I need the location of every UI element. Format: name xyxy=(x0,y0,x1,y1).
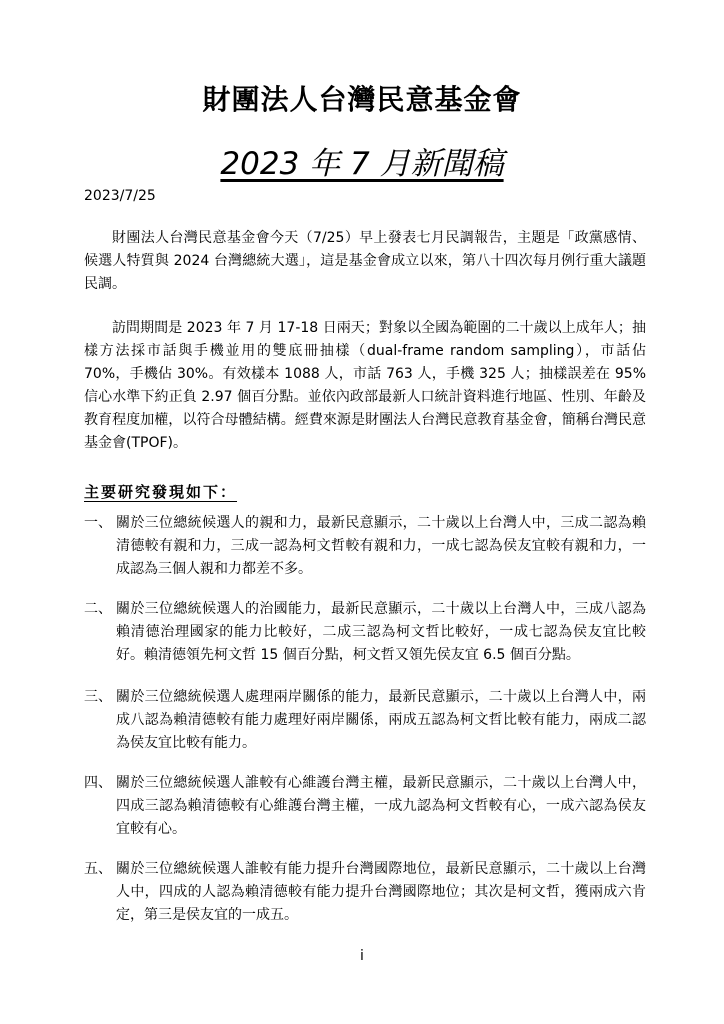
finding-number: 五、 xyxy=(84,861,112,877)
finding-item xyxy=(84,598,646,667)
finding-item xyxy=(84,772,646,841)
finding-number: 三、 xyxy=(84,689,112,705)
finding-number: 四、 xyxy=(84,775,112,791)
intro-paragraph: 財團法人台灣民意基金會今天（7/25）早上發表七月民調報告，主題是「政黨感情、候選人特質與 2024 台灣總統大選」，這是基金會成立以來，第八十四次每月例行重大議題民調。 xyxy=(84,230,646,292)
page-number: i xyxy=(360,948,364,964)
release-date: 2023/7/25 xyxy=(84,188,156,204)
findings-heading: 主要研究發現如下： xyxy=(84,483,238,501)
finding-item xyxy=(84,512,646,581)
finding-number: 二、 xyxy=(84,601,112,617)
finding-text: 關於三位總統候選人的親和力，最新民意顯示，二十歲以上台灣人中，三成二認為賴清德較有親和力，三成一認為柯文哲較有親和力，一成七認為侯友宜較有親和力，一成認為三個人親和力都差不多。 xyxy=(116,515,646,577)
finding-text: 關於三位總統候選人處理兩岸關係的能力，最新民意顯示，二十歲以上台灣人中，兩成八認為賴清德較有能力處理好兩岸關係，兩成五認為柯文哲比較有能力，兩成二認為侯友宜比較有能力。 xyxy=(116,689,646,751)
press-release-subtitle: 2023 年 7 月新聞稿 xyxy=(220,146,504,182)
methodology-paragraph: 訪問期間是 2023 年 7 月 17-18 日兩天；對象以全國為範圍的二十歲以上成年人；抽樣方法採市話與手機並用的雙底冊抽樣（dual-frame random sampling），市話佔 70%，手機佔 30%。有效樣本 1088 人，市話 763 人，手機 325 人；抽樣誤差在 95%信心水準下約正負 2.97 個百分點。並依內政部最新人口統計資料進行地區、性別、年齡及教育程度加權，以符合母體結構。經費來源是財團法人台灣民意教育基金會，簡稱台灣民意基金會(TPOF)。 xyxy=(84,320,646,451)
finding-text: 關於三位總統候選人誰較有心維護台灣主權，最新民意顯示，二十歲以上台灣人中，四成三認為賴清德較有心維護台灣主權，一成九認為柯文哲較有心，一成六認為侯友宜較有心。 xyxy=(116,775,646,837)
finding-number: 一、 xyxy=(84,515,112,531)
finding-text: 關於三位總統候選人的治國能力，最新民意顯示，二十歲以上台灣人中，三成八認為賴清德治理國家的能力比較好，二成三認為柯文哲比較好，一成七認為侯友宜比較好。賴清德領先柯文哲 15 個百分點，柯文哲又領先侯友宜 6.5 個百分點。 xyxy=(116,601,646,663)
finding-item xyxy=(84,686,646,755)
finding-text: 關於三位總統候選人誰較有能力提升台灣國際地位，最新民意顯示，二十歲以上台灣人中，四成的人認為賴清德較有能力提升台灣國際地位；其次是柯文哲，獲兩成六肯定，第三是侯友宜的一成五。 xyxy=(116,861,646,923)
finding-item xyxy=(84,858,646,927)
document-title: 財團法人台灣民意基金會 xyxy=(202,83,522,116)
